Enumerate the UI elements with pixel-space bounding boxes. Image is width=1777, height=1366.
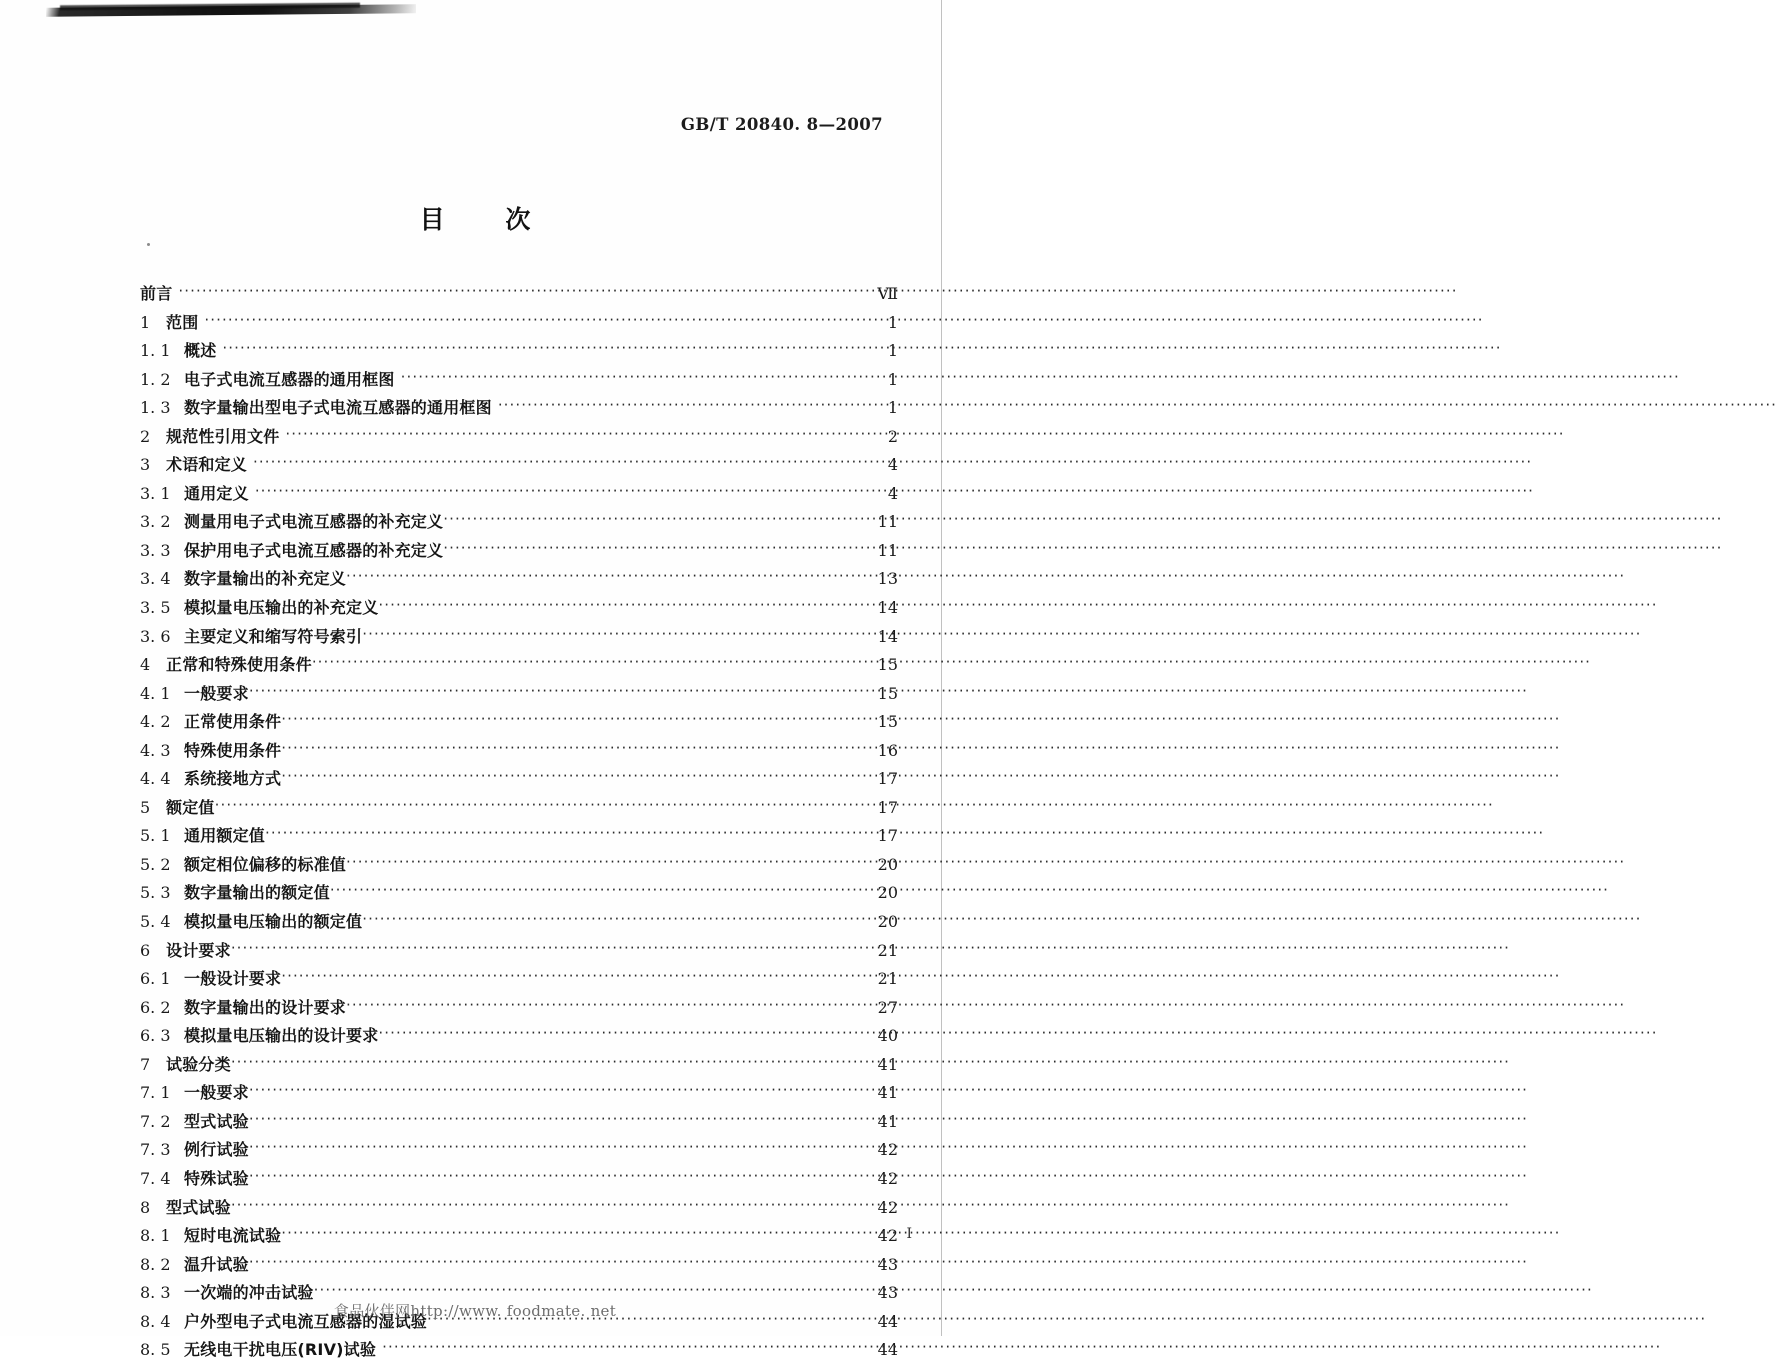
toc-entry-number: 4. 2: [140, 712, 171, 732]
toc-entry-page-number: 27: [877, 997, 898, 1017]
toc-entry-page-number: 14: [877, 598, 898, 618]
toc-entry-page-number: 15: [877, 712, 898, 732]
watermark: 食品伙伴网http://www. foodmate. net: [333, 1302, 617, 1320]
toc-entry-number: 5: [140, 797, 151, 817]
toc-entry[interactable]: [140, 1109, 898, 1138]
toc-entry-number: 2: [140, 426, 151, 446]
toc-entry[interactable]: [140, 624, 898, 653]
toc-entry-label: 短时电流试验: [184, 1226, 282, 1246]
toc-entry-page-number: 20: [877, 883, 898, 903]
toc-entry-label: 术语和定义: [166, 455, 248, 475]
toc-entry[interactable]: [140, 1023, 898, 1052]
toc-entry-page-number: 13: [877, 569, 898, 589]
toc-entry-label: 数字量输出的额定值: [184, 883, 330, 903]
toc-entry-page-number: Ⅶ: [877, 284, 898, 303]
toc-entry-label: 特殊试验: [184, 1168, 249, 1188]
toc-leader-dots: [231, 1054, 867, 1070]
toc-entry-page-number: 16: [877, 740, 898, 760]
toc-leader-dots: [281, 1225, 867, 1241]
toc-entry[interactable]: [140, 1052, 898, 1081]
toc-entry[interactable]: [140, 481, 898, 510]
toc-entry-page-number: 20: [877, 854, 898, 874]
toc-leader-dots: [285, 426, 867, 442]
toc-entry-label: 规范性引用文件: [166, 426, 280, 446]
page-title: 目 次: [419, 205, 557, 234]
toc-entry-label: 数字量输出型电子式电流互感器的通用框图: [184, 398, 492, 418]
toc-entry-number: 7. 2: [140, 1111, 171, 1131]
toc-entry-page-number: 17: [877, 797, 898, 817]
toc-entry-label: 特殊使用条件: [184, 740, 282, 760]
toc-entry-number: 8: [140, 1197, 151, 1217]
toc-entry-page-number: 17: [877, 769, 898, 789]
toc-entry-label: 一般要求: [184, 1083, 249, 1103]
standard-number-header: GB/T 20840. 8—2007: [680, 115, 883, 134]
toc-leader-dots: [249, 1254, 867, 1270]
toc-entry-page-number: 11: [877, 540, 898, 560]
toc-leader-dots: [498, 397, 867, 413]
toc-entry[interactable]: [140, 424, 898, 453]
toc-entry-page-number: 42: [877, 1197, 898, 1217]
toc-leader-dots: [378, 597, 867, 613]
toc-entry-label: 主要定义和缩写符号索引: [184, 626, 363, 646]
toc-leader-dots: [382, 1339, 867, 1355]
toc-entry-page-number: 44: [877, 1340, 898, 1360]
toc-entry-page-number: 2: [887, 426, 898, 446]
toc-leader-dots: [281, 711, 867, 727]
toc-entry-number: 3. 1: [140, 483, 171, 503]
toc-entry[interactable]: [140, 1223, 898, 1252]
toc-entry[interactable]: [140, 367, 898, 396]
toc-leader-dots: [314, 1282, 867, 1298]
toc-entry[interactable]: [140, 281, 898, 310]
toc-entry-page-number: 1: [887, 369, 898, 389]
toc-entry-page-number: 42: [877, 1168, 898, 1188]
toc-entry-page-number: 42: [877, 1140, 898, 1160]
toc-leader-dots: [249, 1139, 867, 1155]
toc-leader-dots: [249, 1168, 867, 1184]
toc-entry-number: 8. 2: [140, 1254, 171, 1274]
toc-entry-label: 正常使用条件: [184, 712, 282, 732]
toc-entry[interactable]: [140, 1252, 898, 1281]
toc-entry-number: 4. 1: [140, 683, 171, 703]
toc-entry-number: 3. 5: [140, 598, 171, 618]
toc-entry-page-number: 43: [877, 1254, 898, 1274]
toc-leader-dots: [443, 511, 867, 527]
toc-leader-dots: [249, 1111, 867, 1127]
toc-entry[interactable]: [140, 681, 898, 710]
toc-entry-label: 范围: [166, 312, 199, 332]
toc-entry[interactable]: [140, 995, 898, 1024]
toc-entry[interactable]: [140, 652, 898, 681]
toc-leader-dots: [215, 797, 867, 813]
toc-entry-number: 7. 4: [140, 1168, 171, 1188]
toc-entry-label: 电子式电流互感器的通用框图: [184, 369, 395, 389]
toc-leader-dots: [330, 882, 867, 898]
toc-entry-number: 1. 1: [140, 341, 171, 361]
toc-entry-number: 5. 2: [140, 854, 171, 874]
toc-entry-number: 8. 3: [140, 1283, 171, 1303]
toc-leader-dots: [281, 740, 867, 756]
toc-entry[interactable]: [140, 938, 898, 967]
toc-entry-label: 概述: [184, 341, 217, 361]
toc-entry-number: 1. 3: [140, 398, 171, 418]
toc-entry-label: 数字量输出的设计要求: [184, 997, 347, 1017]
toc-leader-dots: [231, 940, 867, 956]
toc-entry-label: 额定值: [166, 797, 215, 817]
table-of-contents: [140, 281, 898, 1366]
toc-leader-dots: [249, 1082, 867, 1098]
toc-entry-page-number: 21: [877, 969, 898, 989]
toc-entry-page-number: 43: [877, 1283, 898, 1303]
toc-entry-number: 6. 3: [140, 1026, 171, 1046]
toc-entry-page-number: 1: [887, 398, 898, 418]
toc-entry-number: 5. 4: [140, 912, 171, 932]
toc-entry-number: 8. 4: [140, 1311, 171, 1331]
toc-entry-page-number: 41: [877, 1054, 898, 1074]
toc-entry[interactable]: [140, 909, 898, 938]
toc-leader-dots: [253, 454, 867, 470]
toc-entry-number: 8. 5: [140, 1340, 171, 1360]
toc-entry-label: 型式试验: [166, 1197, 231, 1217]
toc-entry[interactable]: [140, 709, 898, 738]
toc-leader-dots: [222, 340, 867, 356]
toc-entry[interactable]: [140, 395, 898, 424]
toc-entry-number: 4. 4: [140, 769, 171, 789]
page-folio: Ⅰ: [906, 1226, 912, 1242]
toc-entry-page-number: 21: [877, 940, 898, 960]
toc-entry-page-number: 20: [877, 912, 898, 932]
toc-entry-label: 系统接地方式: [184, 769, 282, 789]
toc-leader-dots: [378, 1025, 867, 1041]
toc-entry-page-number: 4: [887, 483, 898, 503]
toc-entry-label: 一次端的冲击试验: [184, 1283, 314, 1303]
toc-leader-dots: [265, 825, 867, 841]
toc-leader-dots: [255, 483, 867, 499]
toc-entry-label: 一般要求: [184, 683, 249, 703]
toc-entry-label: 测量用电子式电流互感器的补充定义: [184, 512, 444, 532]
toc-entry-label: 模拟量电压输出的额定值: [184, 912, 363, 932]
toc-entry[interactable]: [140, 338, 898, 367]
toc-entry-number: 4: [140, 655, 151, 675]
toc-leader-dots: [312, 654, 867, 670]
toc-leader-dots: [346, 854, 867, 870]
toc-leader-dots: [401, 369, 867, 385]
toc-entry-page-number: 17: [877, 826, 898, 846]
toc-entry[interactable]: [140, 1195, 898, 1224]
toc-leader-dots: [362, 626, 867, 642]
toc-leader-dots: [362, 911, 867, 927]
toc-entry[interactable]: [140, 1080, 898, 1109]
toc-leader-dots: [231, 1197, 867, 1213]
toc-entry-number: 7. 1: [140, 1083, 171, 1103]
toc-entry-label: 无线电干扰电压(RIV)试验: [184, 1340, 377, 1360]
toc-entry-page-number: 41: [877, 1083, 898, 1103]
toc-entry-number: 8. 1: [140, 1226, 171, 1246]
toc-entry-page-number: 41: [877, 1111, 898, 1131]
toc-entry-label: 额定相位偏移的标准值: [184, 854, 347, 874]
toc-entry-label: 试验分类: [166, 1054, 231, 1074]
toc-entry-label: 数字量输出的补充定义: [184, 569, 347, 589]
toc-entry-number: 5. 1: [140, 826, 171, 846]
toc-entry-label: 户外型电子式电流互感器的湿试验: [184, 1311, 428, 1331]
toc-entry-page-number: 14: [877, 626, 898, 646]
toc-entry-number: 6. 1: [140, 969, 171, 989]
toc-entry-number: 1. 2: [140, 369, 171, 389]
toc-entry-number: 7: [140, 1054, 151, 1074]
toc-entry[interactable]: [140, 1337, 898, 1366]
toc-entry[interactable]: [140, 766, 898, 795]
toc-entry-page-number: 44: [877, 1311, 898, 1331]
toc-leader-dots: [346, 997, 867, 1013]
toc-entry[interactable]: [140, 852, 898, 881]
toc-entry-number: 6: [140, 940, 151, 960]
toc-entry-page-number: 40: [877, 1026, 898, 1046]
toc-entry-page-number: 1: [887, 312, 898, 332]
toc-entry-page-number: 4: [887, 455, 898, 475]
toc-entry-number: 3. 3: [140, 540, 171, 560]
toc-entry-label: 一般设计要求: [184, 969, 282, 989]
toc-leader-dots: [249, 683, 867, 699]
toc-entry-number: 3. 2: [140, 512, 171, 532]
toc-entry[interactable]: [140, 795, 898, 824]
toc-entry-label: 通用额定值: [184, 826, 266, 846]
toc-entry-number: 3: [140, 455, 151, 475]
toc-entry-label: 前言: [140, 284, 173, 303]
toc-leader-dots: [281, 768, 867, 784]
toc-entry-number: 3. 4: [140, 569, 171, 589]
toc-entry-page-number: 1: [887, 341, 898, 361]
toc-entry-number: 6. 2: [140, 997, 171, 1017]
toc-entry-label: 温升试验: [184, 1254, 249, 1274]
toc-entry-label: 型式试验: [184, 1111, 249, 1131]
toc-entry-label: 通用定义: [184, 483, 249, 503]
toc-entry-page-number: 15: [877, 655, 898, 675]
toc-entry[interactable]: [140, 538, 898, 567]
toc-entry[interactable]: [140, 452, 898, 481]
toc-entry[interactable]: [140, 1166, 898, 1195]
toc-entry-label: 正常和特殊使用条件: [166, 655, 312, 675]
toc-entry[interactable]: [140, 966, 898, 995]
toc-entry-page-number: 15: [877, 683, 898, 703]
toc-entry[interactable]: [140, 880, 898, 909]
toc-entry-label: 例行试验: [184, 1140, 249, 1160]
toc-entry-number: 5. 3: [140, 883, 171, 903]
toc-entry[interactable]: [140, 566, 898, 595]
toc-entry[interactable]: [140, 1137, 898, 1166]
toc-leader-dots: [443, 540, 867, 556]
toc-entry-number: 3. 6: [140, 626, 171, 646]
toc-leader-dots: [281, 968, 867, 984]
toc-leader-dots: [346, 568, 867, 584]
toc-entry-page-number: 11: [877, 512, 898, 532]
toc-entry[interactable]: [140, 310, 898, 339]
toc-entry-page-number: 42: [877, 1226, 898, 1246]
toc-entry-number: 7. 3: [140, 1140, 171, 1160]
toc-leader-dots: [204, 312, 867, 328]
toc-entry-label: 模拟量电压输出的补充定义: [184, 598, 379, 618]
toc-entry-number: 4. 3: [140, 740, 171, 760]
toc-entry-label: 设计要求: [166, 940, 231, 960]
toc-entry-label: 保护用电子式电流互感器的补充定义: [184, 540, 444, 560]
toc-entry[interactable]: [140, 595, 898, 624]
scan-artifact-speck: [147, 243, 150, 246]
toc-entry[interactable]: [140, 509, 898, 538]
toc-entry-label: 模拟量电压输出的设计要求: [184, 1026, 379, 1046]
toc-entry-number: 1: [140, 312, 151, 332]
toc-entry[interactable]: [140, 738, 898, 767]
toc-leader-dots: [178, 283, 867, 299]
toc-entry[interactable]: [140, 823, 898, 852]
